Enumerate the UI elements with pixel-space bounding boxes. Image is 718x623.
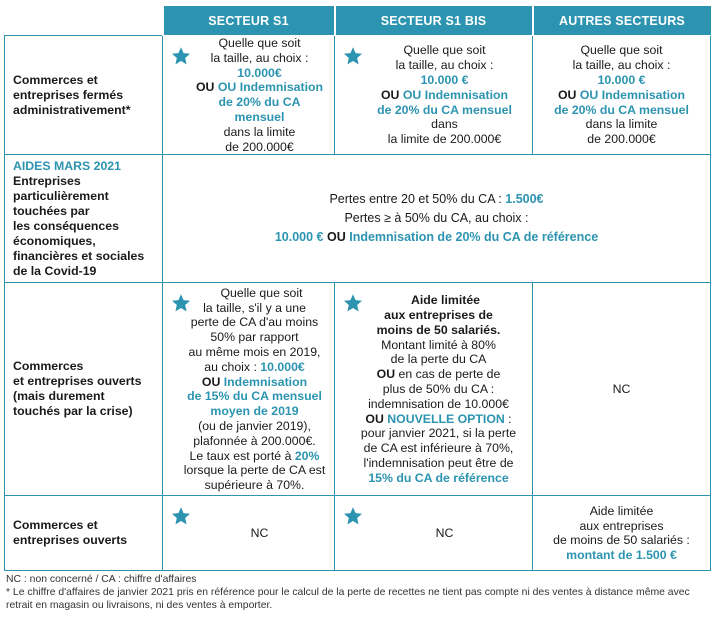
header-secteur-s1: SECTEUR S1 bbox=[163, 6, 335, 36]
ou-label: OU bbox=[380, 87, 403, 102]
ou-label: OU bbox=[195, 80, 218, 95]
cell-ouverts-touches-s1: Quelle que soit la taille, s'il y a une perte de CA d'au moins 50% par rapport au même mois en 2019, au choix : 10.000€ OU Indemnisation de 15% du CA mensuel moyen de 2019 (ou de janvier 2019), plafonnée à 200.000€. Le taux est porté à 20% lorsque la perte de CA est supérieure à 70%. bbox=[163, 283, 335, 496]
aid-table bbox=[4, 5, 711, 571]
indemnisation-label: OU Indemnisation bbox=[402, 87, 509, 102]
indemnisation-label: OU Indemnisation bbox=[579, 87, 686, 102]
star-icon bbox=[171, 46, 191, 66]
indemnisation-rate: de 20% du CA mensuel bbox=[377, 102, 512, 117]
cell-fermes-s1bis: Quelle que soit la taille, au choix : 10.000 € OU OU Indemnisation de 20% du CA mensuel dans la limite de 200.000€ bbox=[335, 36, 533, 155]
star-icon bbox=[171, 506, 191, 526]
star-icon bbox=[343, 293, 363, 313]
footnote-star-1: * Le chiffre d'affaires de janvier 2021 pris en référence pour le calcul de la perte de recettes ne tient pas compte ni des ventes à distance même avec bbox=[6, 587, 690, 598]
footnotes bbox=[6, 573, 712, 612]
row-aides-mars bbox=[5, 155, 711, 283]
footnote-nc: NC : non concerné / CA : chiffre d'affaires bbox=[6, 574, 197, 585]
ou-label: OU bbox=[557, 87, 580, 102]
cell-ouverts-touches-autres: NC bbox=[533, 283, 711, 496]
star-icon bbox=[343, 46, 363, 66]
header-blank bbox=[5, 6, 163, 36]
cell-fermes-s1: Quelle que soit la taille, au choix : 10.000€ OU OU Indemnisation de 20% du CA mensuel dans la limite de 200.000€ bbox=[163, 36, 335, 155]
cell-ouverts-autres: Aide limitée aux entreprises de moins de 50 salariés : montant de 1.500 € bbox=[533, 496, 711, 571]
row-ouverts-touches bbox=[5, 283, 711, 496]
header-secteur-s1-bis: SECTEUR S1 BIS bbox=[335, 6, 533, 36]
indemnisation-label: OU Indemnisation bbox=[217, 80, 324, 95]
row-label-fermes: Commerces et entreprises fermés administrativement* bbox=[5, 36, 163, 155]
header-autres-secteurs: AUTRES SECTEURS bbox=[533, 6, 711, 36]
row-fermes bbox=[5, 36, 711, 155]
cell-ouverts-touches-s1bis: Aide limitée aux entreprises de moins de 50 salariés. Montant limité à 80% de la perte du CA OU en cas de perte de plus de 50% du CA : indemnisation de 10.000€ OU NOUVELLE OPTION : pour janvier 2021, si la perte de CA est inférieure à 70%, l'indemnisation peut être de 15% du CA de référence bbox=[335, 283, 533, 496]
row-ouverts bbox=[5, 496, 711, 571]
star-icon bbox=[343, 506, 363, 526]
cell-fermes-autres: Quelle que soit la taille, au choix : 10.000 € OU OU Indemnisation de 20% du CA mensuel dans la limite de 200.000€ bbox=[533, 36, 711, 155]
footnote-star-2: retrait en magasin ou livraisons, ni des ventes à emporter. bbox=[6, 600, 273, 611]
row-label-ouverts-touches: Commerces et entreprises ouverts (mais durement touchés par la crise) bbox=[5, 283, 163, 496]
aides-mars-title: AIDES MARS 2021 bbox=[13, 158, 121, 173]
header-row bbox=[5, 6, 711, 36]
cell-aides-mars-merged: Pertes entre 20 et 50% du CA : 1.500€ Pertes ≥ à 50% du CA, au choix : 10.000 € OU Indemnisation de 20% du CA de référence bbox=[163, 155, 711, 283]
cell-ouverts-s1: NC bbox=[163, 496, 335, 571]
star-icon bbox=[171, 293, 191, 313]
row-label-aides-mars: AIDES MARS 2021 Entreprises particulièrement touchées par les conséquences économiques, financières et sociales de la Covid-19 bbox=[5, 155, 163, 283]
cell-ouverts-s1bis: NC bbox=[335, 496, 533, 571]
row-label-ouverts: Commerces et entreprises ouverts bbox=[5, 496, 163, 571]
